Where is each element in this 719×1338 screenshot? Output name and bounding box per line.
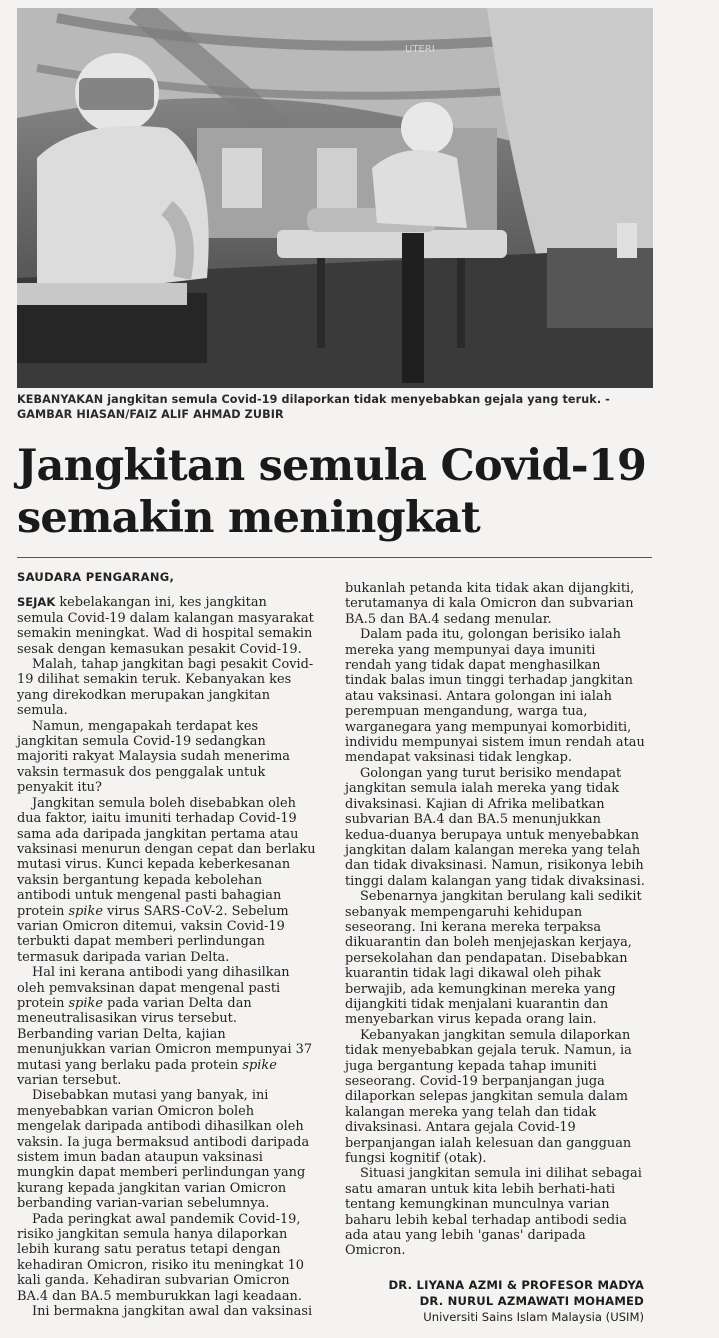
news-photo [17,8,653,388]
article-column-right [345,581,645,1259]
paragraph-9: Dalam pada itu, golongan berisiko ialah mereka yang mempunyai daya imuniti rendah yang tidak dapat menghasilkan tindak balas imun tinggi terhadap jangkitan atau vaksinasi. Antara golongan ini ialah perempuan mengandung, warga tua, warganegara yang mempunyai komorbiditi, individu mempunyai sistem imun rendah atau mendapat vaksinasi tidak lengkap. [345,627,645,766]
author-signature [388,1277,644,1325]
spike-term: spike [68,995,103,1011]
spike-term: spike [242,1057,277,1073]
paragraph-5-text-b: pada varian Delta dan meneutralisasikan virus tersebut. Berbanding varian Delta, kajian menunjukkan varian Omicron mempunyai 37 mutasi yang berlaku pada protein [17,995,313,1073]
article-column-left [17,570,317,1320]
headline-divider [17,557,652,558]
spike-term: spike [68,903,103,919]
paragraph-8-continued: bukanlah petanda kita tidak akan dijangkiti, terutamanya di kala Omicron dan subvarian BA.5 dan BA.4 sedang menular. [345,581,635,627]
caption-text: jangkitan semula Covid-19 dilaporkan tidak menyebabkan gejala yang teruk. [107,393,602,406]
paragraph-5 [17,965,317,1088]
author-line-2: DR. NURUL AZMAWATI MOHAMED [419,1294,644,1308]
caption-lead: KEBANYAKAN [17,393,104,406]
paragraph-1 [17,595,317,657]
author-line-1: DR. LIYANA AZMI & PROFESOR MADYA [388,1278,644,1292]
headline [17,440,657,544]
headline-line-2: semakin meningkat [17,493,480,543]
author-affiliation: Universiti Sains Islam Malaysia (USIM) [423,1310,644,1324]
photo-caption [17,392,657,422]
paragraph-11: Sebenarnya jangkitan berulang kali sedikit sebanyak mempengaruhi kehidupan seseorang. Ini kerana mereka terpaksa dikuarantin dan boleh menjejaskan kerjaya, persekolahan dan pendapatan. Disebabkan kuarantin tidak lagi dikawal oleh pihak berwajib, ada kemungkinan mereka yang dijangkiti tidak menjalani kuarantin dan menyebarkan virus kepada orang lain. [345,889,642,1028]
paragraph-13: Situasi jangkitan semula ini dilihat sebagai satu amaran untuk kita lebih berhati-hati tentang kemungkinan munculnya varian baharu lebih kebal terhadap antibodi sedia ada atau yang lebih 'ganas' daripada Omicron. [345,1166,642,1259]
paragraph-4-text-b: virus SARS-CoV-2. Sebelum varian Omicron ditemui, vaksin Covid-19 terbukti dapat memberi perlindungan termasuk daripada varian Delta. [17,903,289,965]
caption-credit: - GAMBAR HIASAN/FAIZ ALIF AHMAD ZUBIR [17,393,610,421]
paragraph-10: Golongan yang turut berisiko mendapat jangkitan semula ialah mereka yang tidak divaksinasi. Kajian di Afrika melibatkan subvarian BA.4 dan BA.5 menunjukkan kedua-duanya berupaya untuk menyebabkan jangkitan dalam kalangan mereka yang telah dan tidak divaksinasi. Namun, risikonya lebih tinggi dalam kalangan yang tidak divaksinasi. [345,765,645,889]
paragraph-1-text: kebelakangan ini, kes jangkitan semula Covid-19 dalam kalangan masyarakat semakin meningkat. Wad di hospital semakin sesak dengan kemasukan pesakit Covid-19. [17,595,314,657]
paragraph-2: Malah, tahap jangkitan bagi pesakit Covid-19 dilihat semakin teruk. Kebanyakan kes yang direkodkan merupakan jangkitan semula. [17,657,314,719]
salutation: SAUDARA PENGARANG, [17,570,175,584]
headline-line-1: Jangkitan semula Covid-19 [17,441,647,491]
paragraph-4-text-a: Jangkitan semula boleh disebabkan oleh dua faktor, iaitu imuniti terhadap Covid-19 sama ada daripada jangkitan pertama atau vaksinasi menurun dengan cepat dan berlaku mutasi virus. Kunci kepada keberkesanan vaksin bergantung kepada kebolehan antibodi untuk mengenal pasti bahagian protein [17,795,316,919]
paragraph-12: Kebanyakan jangkitan semula dilaporkan tidak menyebabkan gejala teruk. Namun, ia juga bergantung kepada tahap imuniti seseorang. Covid-19 berpanjangan juga dilaporkan selepas jangkitan semula dalam kalangan mereka yang telah dan tidak divaksinasi. Antara gejala Covid-19 berpanjangan ialah kelesuan dan gangguan fungsi kognitif (otak). [345,1027,632,1167]
paragraph-7: Pada peringkat awal pandemik Covid-19, risiko jangkitan semula hanya dilaporkan lebih kurang satu peratus tetapi dengan kehadiran Omicron, risiko itu meningkat 10 kali ganda. Kehadiran subvarian Omicron BA.4 dan BA.5 memburukkan lagi keadaan. [17,1211,305,1304]
paragraph-5-text-a: Hal ini kerana antibodi yang dihasilkan oleh pemvaksinan dapat mengenal pasti protein [17,965,290,1011]
paragraph-5-text-c: varian tersebut. [17,1073,122,1088]
lead-word: SEJAK [17,595,56,610]
paragraph-3: Namun, mengapakah terdapat kes jangkitan semula Covid-19 sedangkan majoriti rakyat Malaysia sudah menerima vaksin termasuk dos penggalak untuk penyakit itu? [17,718,290,796]
hospital-ward-photo-icon [17,8,653,388]
paragraph-4 [17,796,317,965]
paragraph-6: Disebabkan mutasi yang banyak, ini menyebabkan varian Omicron boleh mengelak daripada antibodi dihasilkan oleh vaksin. Ia juga bermaksud antibodi daripada sistem imun badan ataupun vaksinasi mungkin dapat memberi perlindungan yang kurang kepada jangkitan varian Omicron berbanding varian-varian sebelumnya. [17,1088,310,1212]
paragraph-8-start: Ini bermakna jangkitan awal dan vaksinasi [32,1304,313,1320]
photo-overlay-mark: UTERI [405,44,435,55]
